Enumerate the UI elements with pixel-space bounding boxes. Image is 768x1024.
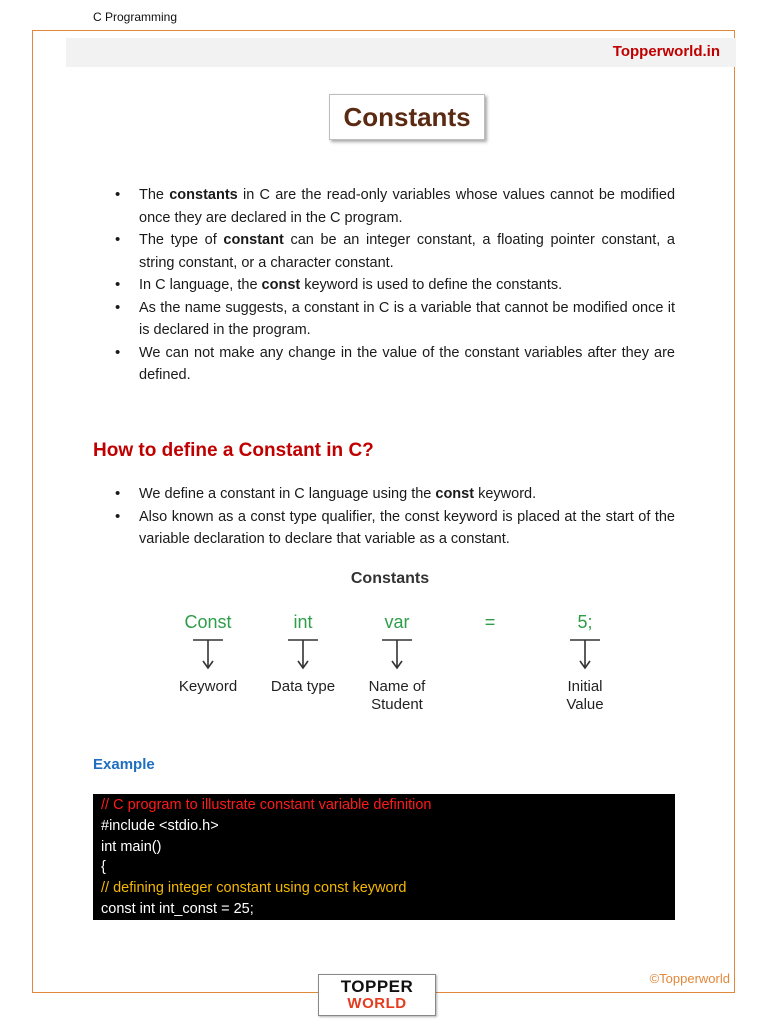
down-arrow-icon [380,638,414,670]
bullet-item [115,506,675,551]
bullet-text: keyword is used to define the constants. [300,277,563,293]
bullet-item [115,229,675,274]
down-arrow-icon [568,638,602,670]
constants-diagram [160,566,620,726]
bullet-item [115,483,675,506]
copyright-text: ©Topperworld [649,971,730,986]
bullet-text: The [139,187,170,203]
site-name: Topperworld.in [612,43,720,60]
code-line: #include <stdio.h> [101,817,219,834]
bullet-text: keyword. [474,486,537,502]
page-title: Constants [343,101,471,132]
title-box [329,94,485,140]
logo-top-text: TOPPER [340,977,414,996]
bullet-text: We can not make any change in the value of the constant variables after they are defined. [139,344,675,383]
diagram-term: int [293,612,313,632]
bullet-item [115,274,675,297]
example-heading: Example [93,756,155,773]
bullet-text: In C language, the [139,277,262,293]
bold-term: const [261,277,301,293]
code-line: const int int_const = 25; [101,900,254,917]
diagram-term: 5; [577,612,593,632]
diagram-title: Constants [350,570,430,587]
bullet-text: in C are the read-only variables whose values cannot be modified once they are declared in the C program. [139,187,676,226]
diagram-term: Const [184,612,232,632]
diagram-term-label: Data type [270,678,336,695]
site-header-bar [66,38,736,67]
diagram-term: = [484,612,496,632]
down-arrow-icon [191,638,225,670]
diagram-term: var [384,612,410,632]
diagram-term-label: Keyword [178,678,238,695]
topperworld-logo [318,974,436,1016]
logo-bottom-text: WORLD [347,995,407,1012]
section-heading: How to define a Constant in C? [93,440,374,461]
document-label: C Programming [93,10,178,24]
bullet-item [115,297,675,342]
code-line: { [101,859,106,876]
bold-term: constant [223,232,284,248]
intro-bullet-list [115,184,675,387]
code-line: int main() [101,838,162,855]
bullet-text: We define a constant in C language using the [139,486,436,502]
define-bullet-list [115,483,675,551]
bullet-text: As the name suggests, a constant in C is a variable that cannot be modified once it is declared in the program. [139,299,675,338]
down-arrow-icon [286,638,320,670]
code-block [93,794,675,920]
bold-term: constants [169,187,238,203]
bullet-text: can be an integer constant, a floating pointer constant, a string constant, or a character constant. [139,232,675,271]
bullet-text: Also known as a const type qualifier, the const keyword is placed at the start of the variable declaration to declare that variable as a constant. [139,508,675,547]
code-comment: // defining integer constant using const keyword [101,880,407,897]
diagram-term-label: Name of Student [368,678,426,713]
bold-term: const [435,486,475,502]
bullet-text: The type of [139,232,224,248]
diagram-term-label: Initial Value [566,678,604,713]
code-comment: // C program to illustrate constant variable definition [101,797,432,813]
bullet-item [115,342,675,387]
bullet-item [115,184,675,229]
